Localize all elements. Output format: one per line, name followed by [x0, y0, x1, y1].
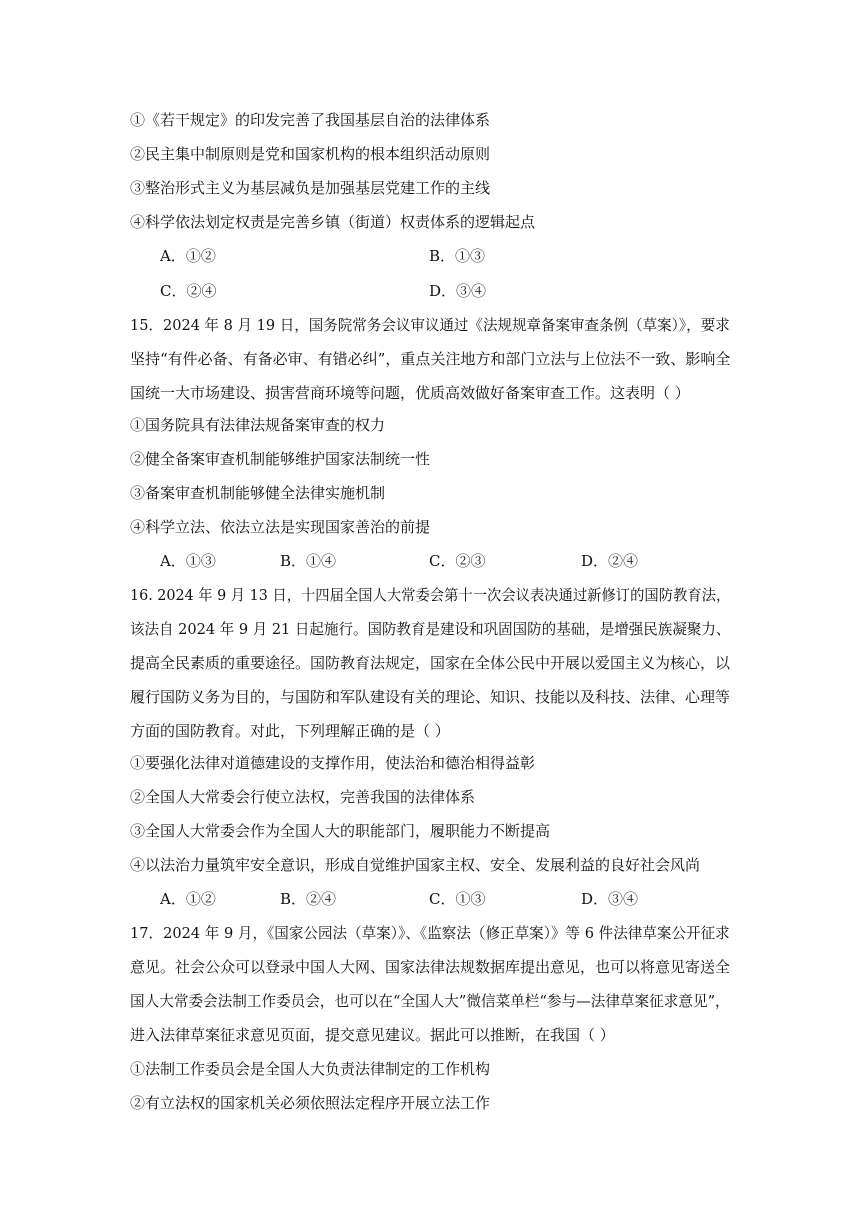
q16-option-b: B．②④ [280, 890, 337, 908]
q15-stem-line-2: 坚持“有件必备、有备必审、有错必纠”，重点关注地方和部门立法与上位法不一致、影响全 [130, 350, 731, 368]
q15-option-a: A．①③ [160, 552, 216, 570]
q16-stem-line-1: 16. 2024 年 9 月 13 日，十四届全国人大常委会第十一次会议表决通过新修订的国防教育法， [130, 586, 731, 604]
q16-statement-2: ②全国人大常委会行使立法权，完善我国的法律体系 [130, 788, 476, 806]
q16-stem-line-4: 履行国防义务为目的，与国防和军队建设有关的理论、知识、技能以及科技、法律、心理等 [130, 688, 731, 706]
q14-statement-3: ③整治形式主义为基层减负是加强基层党建工作的主线 [130, 179, 491, 197]
q16-statement-1: ①要强化法律对道德建设的支撑作用，使法治和德治相得益彰 [130, 754, 536, 772]
q17-stem-line-3: 国人大常委会法制工作委员会，也可以在“全国人大”微信菜单栏“参与—法律草案征求意见”， [130, 992, 730, 1010]
q14-statement-2: ②民主集中制原则是党和国家机构的根本组织活动原则 [130, 145, 491, 163]
q15-stem-line-1: 15．2024 年 8 月 19 日，国务院常务会议审议通过《法规规章备案审查条例（草案）》，要求 [130, 316, 730, 334]
q16-stem-line-5: 方面的国防教育。对此，下列理解正确的是（ ） [130, 722, 450, 740]
q16-stem-line-2: 该法自 2024 年 9 月 21 日起施行。国防教育是建设和巩固国防的基础，是增强民族凝聚力、 [130, 620, 731, 638]
q17-stem-line-1: 17．2024 年 9 月，《国家公园法（草案）》、《监察法（修正草案）》等 6 件法律草案公开征求 [130, 924, 730, 942]
q15-statement-4: ④科学立法、依法立法是实现国家善治的前提 [130, 518, 431, 536]
q15-option-b: B．①④ [280, 552, 337, 570]
q15-option-c: C．②③ [429, 552, 486, 570]
q16-option-a: A．①② [160, 890, 216, 908]
q17-statement-1: ①法制工作委员会是全国人大负责法律制定的工作机构 [130, 1060, 491, 1078]
q15-statement-1: ①国务院具有法律法规备案审查的权力 [130, 416, 386, 434]
q16-statement-4: ④以法治力量筑牢安全意识，形成自觉维护国家主权、安全、发展利益的良好社会风尚 [130, 856, 701, 874]
q16-option-c: C．①③ [429, 890, 486, 908]
q14-option-c: C．②④ [160, 282, 217, 300]
q14-statement-1: ①《若干规定》的印发完善了我国基层自治的法律体系 [130, 111, 491, 129]
q14-option-d: D．③④ [429, 282, 487, 300]
q15-stem-line-3: 国统一大市场建设、损害营商环境等问题，优质高效做好备案审查工作。这表明（ ） [130, 384, 690, 402]
q16-statement-3: ③全国人大常委会作为全国人大的职能部门，履职能力不断提高 [130, 822, 551, 840]
q16-option-d: D．③④ [581, 890, 639, 908]
q14-option-a: A．①② [160, 247, 216, 265]
q14-statement-4: ④科学依法划定权责是完善乡镇（街道）权责体系的逻辑起点 [130, 213, 536, 231]
q17-stem-line-4: 进入法律草案征求意见页面，提交意见建议。据此可以推断，在我国（ ） [130, 1026, 615, 1044]
q17-statement-2: ②有立法权的国家机关必须依照法定程序开展立法工作 [130, 1094, 491, 1112]
q17-stem-line-2: 意见。社会公众可以登录中国人大网、国家法律法规数据库提出意见，也可以将意见寄送全 [130, 958, 731, 976]
q15-statement-2: ②健全备案审查机制能够维护国家法制统一性 [130, 450, 431, 468]
q16-stem-line-3: 提高全民素质的重要途径。国防教育法规定，国家在全体公民中开展以爱国主义为核心，以 [130, 654, 731, 672]
q15-option-d: D．②④ [581, 552, 639, 570]
q14-option-b: B．①③ [429, 247, 486, 265]
q15-statement-3: ③备案审查机制能够健全法律实施机制 [130, 484, 386, 502]
